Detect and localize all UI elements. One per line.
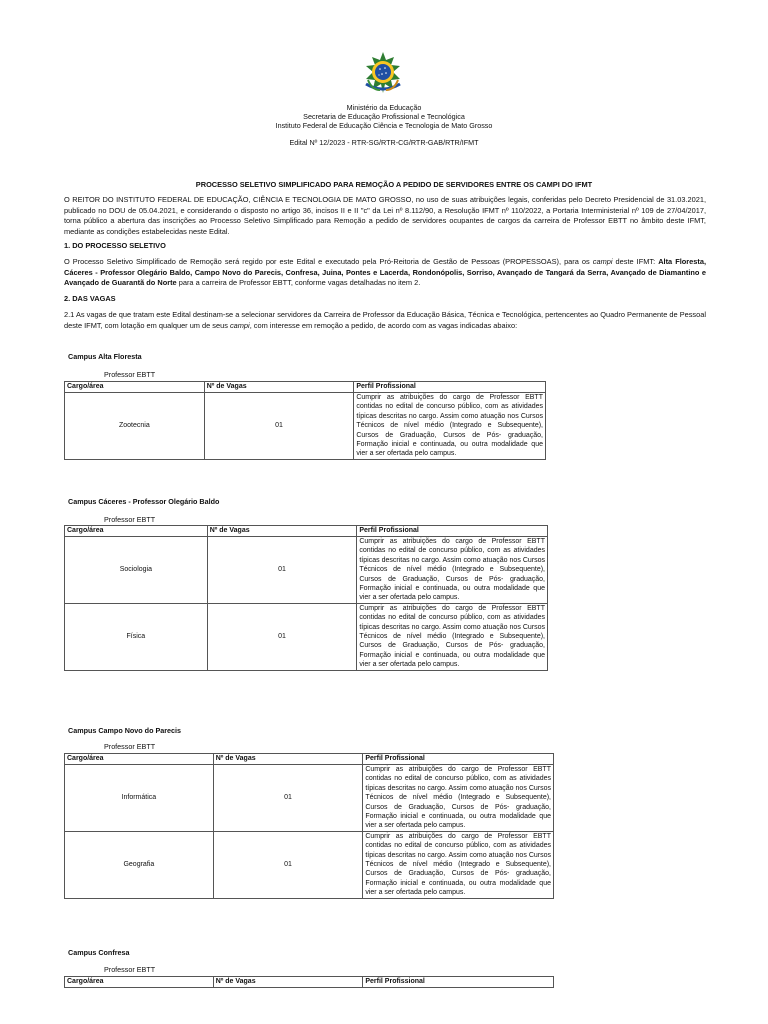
header-secretariat: Secretaria de Educação Profissional e Tecnológica [303, 112, 465, 121]
cell-perfil: Cumprir as atribuições do cargo de Professor EBTT contidas no edital de concurso público, com as atividades típicas descritas no cargo. Assim como atuação nos Cursos Técnicos de nível médio (Integrado e Subsequente), Cursos de Graduação, Cursos de Pós- graduação, Formação inicial e continuada, ou outra modalidade que vier a ser ofertada pelo campus. [357, 537, 548, 604]
header-institute: Instituto Federal de Educação Ciência e Tecnologia de Mato Grosso [275, 121, 493, 130]
cargo-label: Professor EBTT [104, 742, 156, 751]
vagas-table [64, 381, 546, 460]
table-row [65, 393, 546, 460]
section-1-paragraph: O Processo Seletivo Simplificado de Remoção será regido por este Edital e executado pela Pró-Reitoria de Gestão de Pessoas (PROPESSOAS), para os campi deste IFMT: Alta Floresta, Cáceres - Professor Olegário Baldo, Campo Novo do Parecis, Confresa, Juina, Pontes e Lacerda, Rondonópolis, Sorriso, Avançado de Tangará da Serra, Avançado de Diamantino e Avançado de Guarantã do Norte para a carreira de Professor EBTT, conforme vagas detalhadas no item 2. [64, 257, 706, 288]
vagas-table [64, 525, 548, 671]
header-num-vagas: Nº de Vagas [204, 382, 354, 393]
header-num-vagas: Nº de Vagas [213, 754, 363, 765]
cell-perfil: Cumprir as atribuições do cargo de Professor EBTT contidas no edital de concurso público, com as atividades típicas descritas no cargo. Assim como atuação nos Cursos Técnicos de nível médio (Integrado e Subsequente), Cursos de Graduação, Cursos de Pós- graduação, Formação inicial e continuada, ou outra modalidade que vier a ser ofertada pelo campus. [363, 831, 554, 898]
cell-vagas: 01 [213, 765, 363, 832]
intro-paragraph: O REITOR DO INSTITUTO FEDERAL DE EDUCAÇÃO, CIÊNCIA E TECNOLOGIA DE MATO GROSSO, no uso de suas atribuições legais, conferidas pelo Decreto Presidencial de 31.03.2021, publicado no DOU de 05.04.2021, e considerando o disposto no artigo 36, incisos II e II "c" da Lei nº 8.112/90, a Resolução IFMT nº 110/2022, a Portaria Interministerial nº 109 de 27/04/2017, torna público a abertura das inscrições ao Processo Seletivo Simplificado para Remoção a pedido de servidores ocupantes de cargos da carreira de Professor EBTT no âmbito deste IFMT, mediante as condições estabelecidas neste Edital. [64, 195, 706, 236]
campus-heading: Campus Cáceres - Professor Olegário Baldo [68, 497, 220, 506]
table-row [65, 603, 548, 670]
cargo-label: Professor EBTT [104, 370, 156, 379]
cell-perfil: Cumprir as atribuições do cargo de Professor EBTT contidas no edital de concurso público, com as atividades típicas descritas no cargo. Assim como atuação nos Cursos Técnicos de nível médio (Integrado e Subsequente), Cursos de Graduação, Cursos de Pós- graduação, Formação inicial e continuada, ou outra modalidade que vier a ser ofertada pelo campus. [354, 393, 546, 460]
cargo-label: Professor EBTT [104, 515, 156, 524]
cell-perfil: Cumprir as atribuições do cargo de Professor EBTT contidas no edital de concurso público, com as atividades típicas descritas no cargo. Assim como atuação nos Cursos Técnicos de nível médio (Integrado e Subsequente), Cursos de Graduação, Cursos de Pós- graduação, Formação inicial e continuada, ou outra modalidade que vier a ser ofertada pelo campus. [357, 603, 548, 670]
cell-area: Informática [65, 765, 214, 832]
header-num-vagas: Nº de Vagas [207, 526, 357, 537]
cell-vagas: 01 [204, 393, 354, 460]
header-ministry: Ministério da Educação [346, 103, 422, 112]
header-cargo-area: Cargo/área [65, 977, 214, 988]
cell-vagas: 01 [207, 603, 357, 670]
campus-heading: Campus Alta Floresta [68, 352, 142, 361]
campus-heading: Campus Campo Novo do Parecis [68, 726, 182, 735]
header-cargo-area: Cargo/área [65, 754, 214, 765]
section-1-heading: 1. DO PROCESSO SELETIVO [64, 241, 166, 250]
vagas-table [64, 753, 554, 899]
header-perfil: Perfil Profissional [363, 977, 554, 988]
cell-area: Zootecnia [65, 393, 205, 460]
section-2-heading: 2. DAS VAGAS [64, 294, 116, 303]
table-header-row [65, 977, 554, 988]
cell-area: Física [65, 603, 208, 670]
cell-vagas: 01 [207, 537, 357, 604]
header-num-vagas: Nº de Vagas [213, 977, 363, 988]
table-row [65, 765, 554, 832]
cell-vagas: 01 [213, 831, 363, 898]
header-perfil: Perfil Profissional [354, 382, 546, 393]
cell-perfil: Cumprir as atribuições do cargo de Professor EBTT contidas no edital de concurso público, com as atividades típicas descritas no cargo. Assim como atuação nos Cursos Técnicos de nível médio (Integrado e Subsequente), Cursos de Graduação, Cursos de Pós- graduação, Formação inicial e continuada, ou outra modalidade que vier a ser ofertada pelo campus. [363, 765, 554, 832]
cell-area: Geografia [65, 831, 214, 898]
header-edital-number: Edital Nº 12/2023 - RTR-SG/RTR-CG/RTR-GAB/RTR/IFMT [289, 138, 479, 147]
table-header-row [65, 382, 546, 393]
table-header-row [65, 526, 548, 537]
section-2-paragraph: 2.1 As vagas de que tratam este Edital destinam-se a selecionar servidores da Carreira de Professor da Educação Básica, Técnica e Tecnológica, pertencentes ao Quadro Permanente de Pessoal deste IFMT, com lotação em qualquer um de seus campi, com interesse em remoção a pedido, de acordo com as vagas indicadas abaixo: [64, 310, 706, 330]
document-title: PROCESSO SELETIVO SIMPLIFICADO PARA REMOÇÃO A PEDIDO DE SERVIDORES ENTRE OS CAMPI DO IFMT [195, 180, 593, 189]
vagas-table [64, 976, 554, 988]
header-cargo-area: Cargo/área [65, 526, 208, 537]
cargo-label: Professor EBTT [104, 965, 156, 974]
campus-heading: Campus Confresa [68, 948, 130, 957]
table-row [65, 537, 548, 604]
table-row [65, 831, 554, 898]
table-header-row [65, 754, 554, 765]
brazil-coat-of-arms-icon [360, 50, 406, 96]
header-perfil: Perfil Profissional [363, 754, 554, 765]
cell-area: Sociologia [65, 537, 208, 604]
header-perfil: Perfil Profissional [357, 526, 548, 537]
header-cargo-area: Cargo/área [65, 382, 205, 393]
